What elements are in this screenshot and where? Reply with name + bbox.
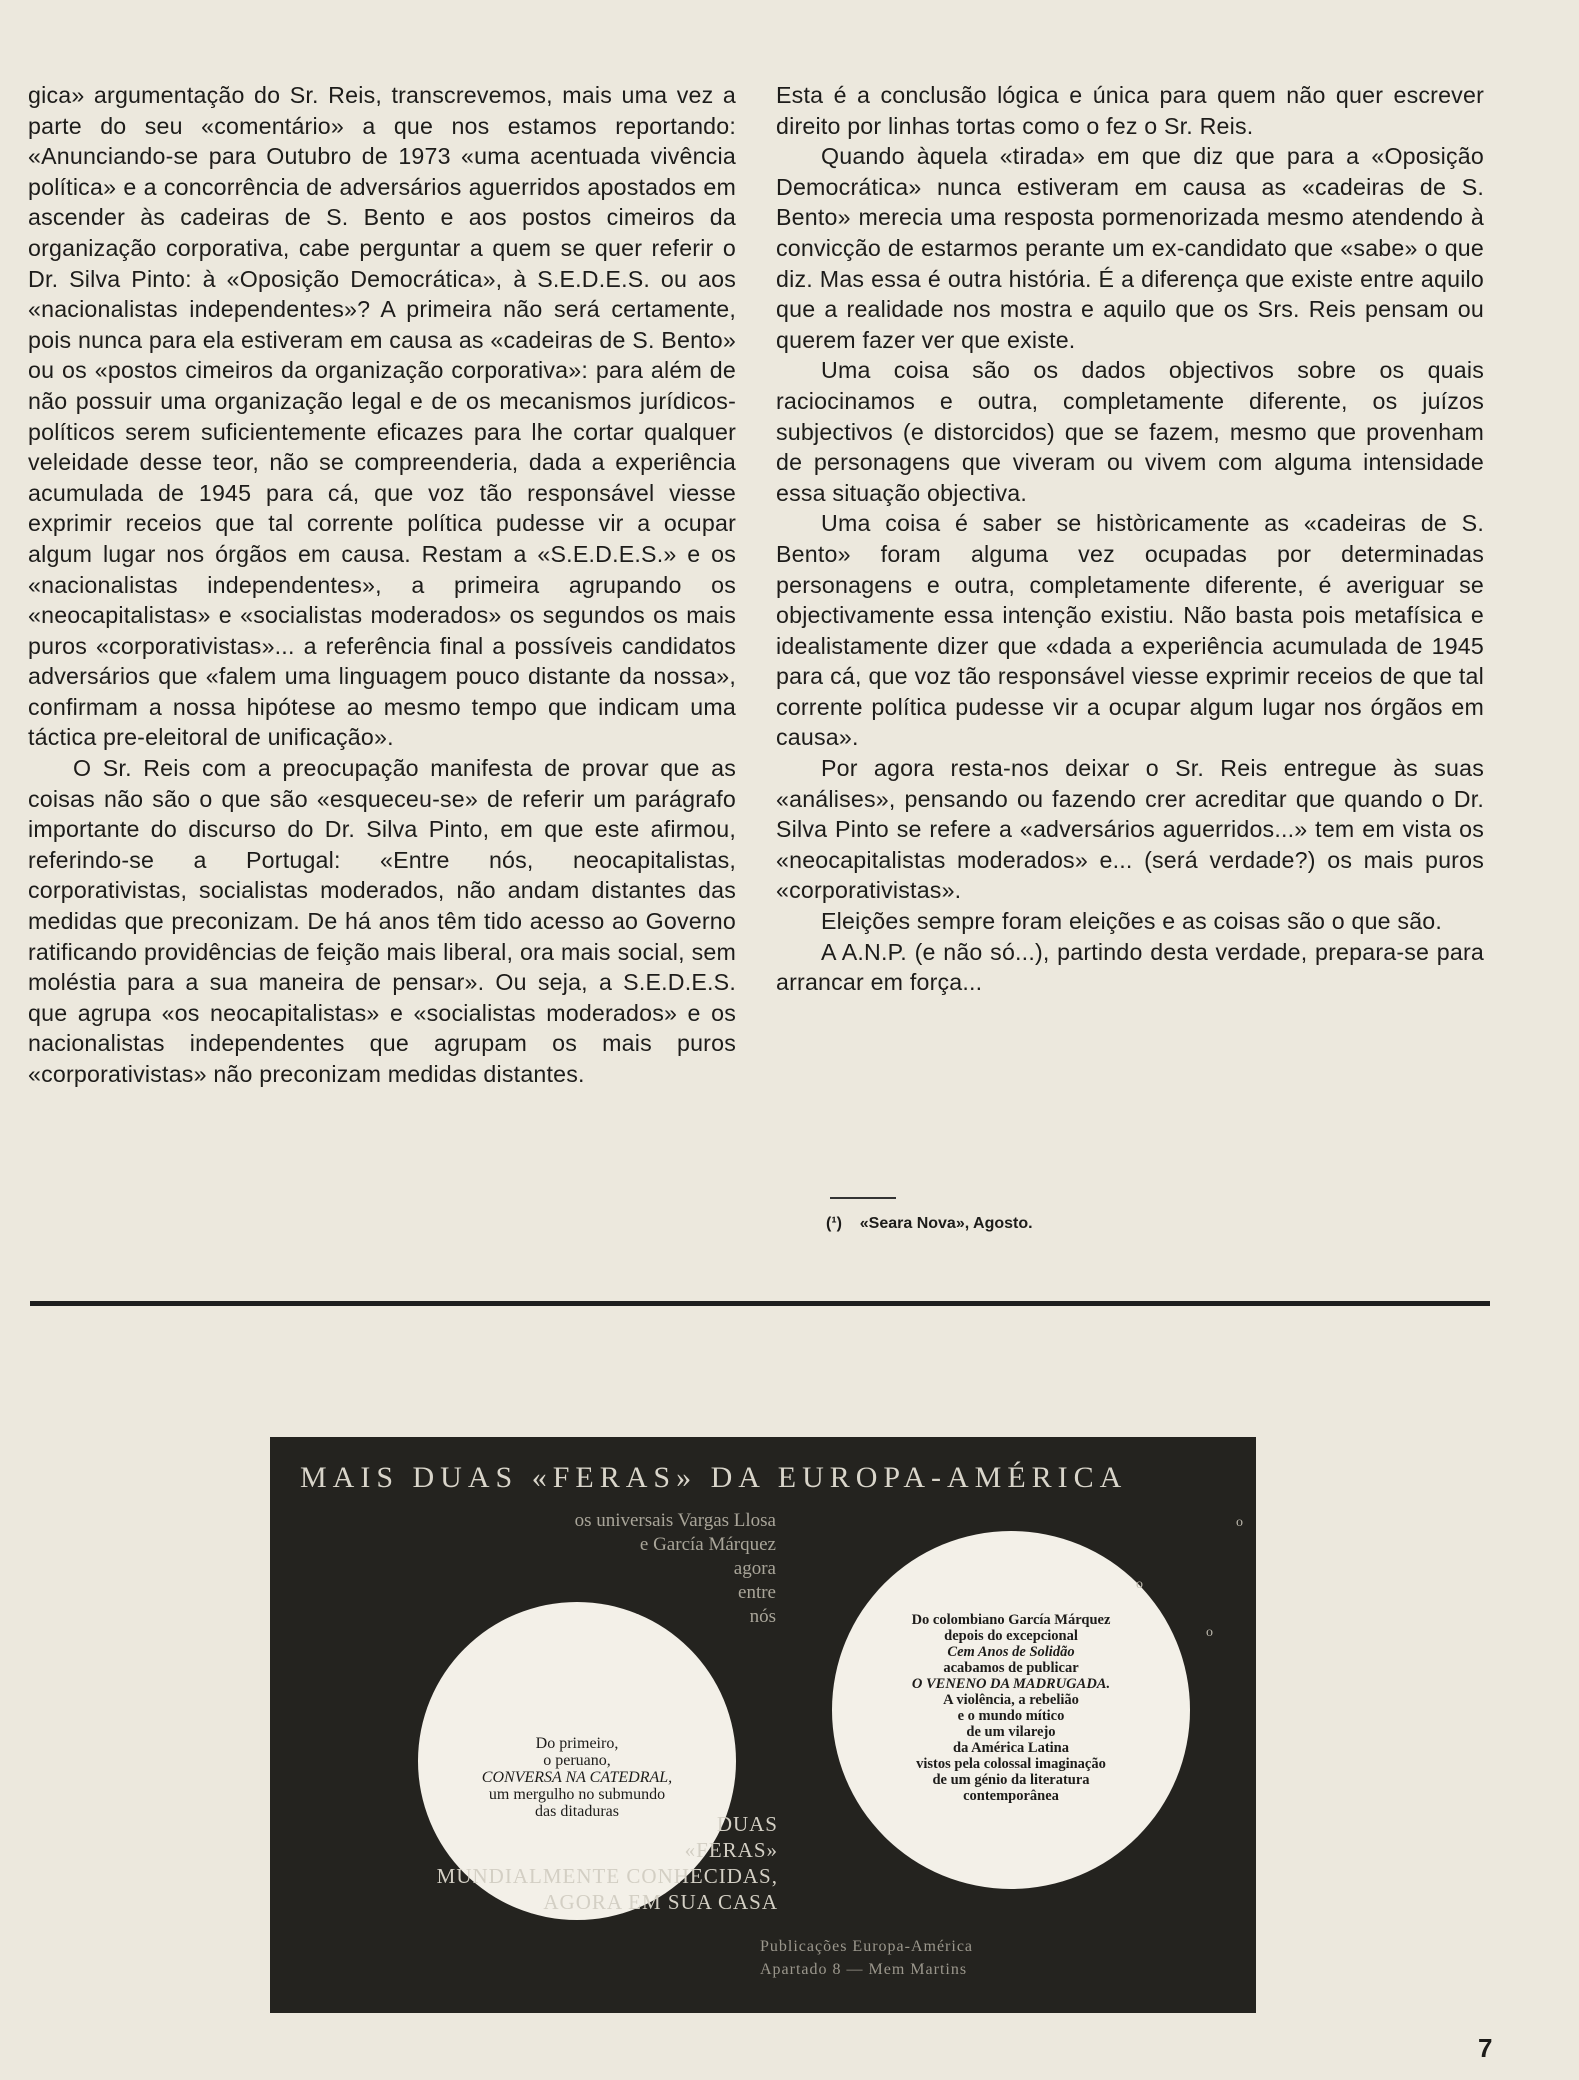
article-paragraph: O Sr. Reis com a preocupação manifesta de provar que as coisas não são o que são «esqueceu-se» de referir um parágrafo importante do discurso do Dr. Silva Pinto, em que este afirmou, referindo-se a Portugal: «Entre nós, neocapitalistas, corporativistas, socialistas moderados, não andam distantes das medidas que preconizam. De há anos têm tido acesso ao Governo ratificando providências de feição mais liberal, ora mais social, sem moléstia para a sua maneira de pensar». Ou seja, a S.E.D.E.S. que agrupa «os neocapitalistas» e «socialistas moderados» e os nacionalistas independentes que agrupam os mais puros «corporativistas» não preconizam medidas distantes. (28, 755, 736, 1087)
blurb-line: e o mundo mítico (957, 1708, 1065, 1724)
publisher-info (760, 1935, 1120, 1981)
footnote-divider (830, 1197, 896, 1199)
right-book-blurb (832, 1612, 1190, 1804)
article-paragraph: Uma coisa é saber se històricamente as «cadeiras de S. Bento» foram alguma vez ocupadas por determinadas personagens e outra, completamente diferente, é averiguar se objectivamente essa intenção existiu. Não basta pois metafísica e idealistamente dizer que «dada a experiência acumulada de 1945 para cá, que voz tão responsável viesse exprimir receios de que tal corrente política pudesse vir a ocupar algum lugar nos órgãos em causa». (776, 510, 1484, 751)
publisher-line: Apartado 8 — Mem Martins (760, 1961, 968, 1978)
article-paragraph: gica» argumentação do Sr. Reis, transcrevemos, mais uma vez a parte do seu «comentário» a que nos estamos reportando: «Anunciando-se para Outubro de 1973 «uma acentuada vivência política» e a concorrência de adversários aguerridos apostados em ascender às cadeiras de S. Bento e aos postos cimeiros da organização corporativa, cabe perguntar a quem se quer referir o Dr. Silva Pinto: à «Oposição Democrática», à S.E.D.E.S. ou aos «nacionalistas independentes»? A primeira não será certamente, pois nunca para ela estiveram em causa as «cadeiras de S. Bento» ou os «postos cimeiros da organização corporativa»: para além de não possuir uma organização legal e de os mecanismos jurídicos-políticos serem suficientemente eficazes para lhe cortar qualquer veleidade desse teor, não se compreenderia, dada a experiência acumulada de 1945 para cá, que voz tão responsável viesse exprimir receios que tal corrente política pudesse vir a ocupar algum lugar nos órgãos em causa. Restam a «S.E.D.E.S.» e os «nacionalistas independentes», a primeira agrupando os «neocapitalistas» e «socialistas moderados» os segundos os mais puros «corporativistas»... a referência final a possíveis candidatos adversários que «falem uma linguagem pouco distante da nossa», confirmam a nossa hipótese ao mesmo tempo que indicam uma táctica pre-eleitoral de unificação». (28, 82, 736, 751)
blurb-line: das ditaduras (535, 1803, 619, 1820)
advert-tagline (270, 1811, 778, 1915)
blurb-line: Do primeiro, (535, 1735, 619, 1752)
tagline-line: «FERAS» (684, 1838, 778, 1862)
book-title: Cem Anos de Solidão (947, 1644, 1075, 1660)
article-left-column (28, 80, 736, 1090)
footnote (826, 1214, 1033, 1234)
blurb-line: vistos pela colossal imaginação (916, 1756, 1106, 1772)
article-paragraph: Eleições sempre foram eleições e as coisas são o que são. (821, 908, 1443, 935)
blurb-line: o peruano, (543, 1752, 611, 1769)
article-paragraph: Esta é a conclusão lógica e única para quem não quer escrever direito por linhas tortas como o fez o Sr. Reis. (776, 82, 1484, 139)
blurb-line: Do colombiano García Márquez (911, 1612, 1111, 1628)
section-divider (30, 1301, 1490, 1306)
article-paragraph: Quando àquela «tirada» em que diz que para a «Oposição Democrática» nunca estiveram em causa as «cadeiras de S. Bento» merecia uma resposta pormenorizada mesmo atendendo à convicção de estarmos perante um ex-candidato que «sabe» o que diz. Mas essa é outra história. É a diferença que existe entre aquilo que a realidade nos mostra e aquilo que os Srs. Reis pensam ou querem fazer ver que existe. (776, 143, 1484, 353)
page-number: 7 (1478, 2033, 1493, 2063)
tagline-line: MUNDIALMENTE CONHECIDAS, (436, 1864, 778, 1888)
tagline-line: DUAS (716, 1812, 778, 1836)
advert-subtitle-line: agora (733, 1558, 776, 1579)
article-right-column (776, 80, 1484, 998)
advert-subtitle-line: nós (749, 1606, 776, 1627)
advert-subtitle-line: os universais Vargas Llosa (574, 1510, 776, 1531)
footnote-mark: (¹) (826, 1215, 842, 1232)
blurb-line: um mergulho no submundo (488, 1786, 666, 1803)
blurb-line: A violência, a rebelião (943, 1692, 1079, 1708)
blurb-line: da América Latina (953, 1740, 1069, 1756)
book-title: O VENENO DA MADRUGADA. (911, 1676, 1111, 1692)
left-book-blurb (418, 1735, 736, 1820)
advert-subtitle-line: entre (738, 1582, 776, 1603)
footnote-text: «Seara Nova», Agosto. (859, 1215, 1033, 1232)
book-advertisement (270, 1437, 1256, 2013)
advert-subtitle-line: e García Márquez (639, 1534, 776, 1555)
publisher-line: Publicações Europa-América (760, 1938, 974, 1955)
article-paragraph: Por agora resta-nos deixar o Sr. Reis entregue às suas «análises», pensando ou fazendo crer acreditar que quando o Dr. Silva Pinto se refere a «adversários aguerridos...» tem em vista os «neocapitalistas moderados» e... (será verdade?) os mais puros «corporativistas». (776, 755, 1484, 904)
blurb-line: de um génio da literatura (932, 1772, 1090, 1788)
blurb-line: depois do excepcional (944, 1628, 1078, 1644)
decorative-dot: o (1206, 1625, 1213, 1640)
decorative-dot: o (1136, 1577, 1143, 1592)
decorative-dot: o (1236, 1515, 1243, 1530)
blurb-line: acabamos de publicar (943, 1660, 1079, 1676)
tagline-line: AGORA EM SUA CASA (543, 1890, 778, 1914)
article-paragraph: Uma coisa são os dados objectivos sobre os quais raciocinamos e outra, completamente diferente, os juízos subjectivos (e distorcidos) que se fazem, mesmo que provenham de personagens que viveram ou vivem com alguma intensidade essa situação objectiva. (776, 357, 1484, 506)
blurb-line: contemporânea (963, 1788, 1059, 1804)
advert-title: MAIS DUAS «FERAS» DA EUROPA-AMÉRICA (300, 1461, 1128, 1494)
article-paragraph: A A.N.P. (e não só...), partindo desta verdade, prepara-se para arrancar em força... (776, 938, 1484, 996)
blurb-line: de um vilarejo (966, 1724, 1056, 1740)
book-title: CONVERSA NA CATEDRAL, (481, 1769, 673, 1786)
